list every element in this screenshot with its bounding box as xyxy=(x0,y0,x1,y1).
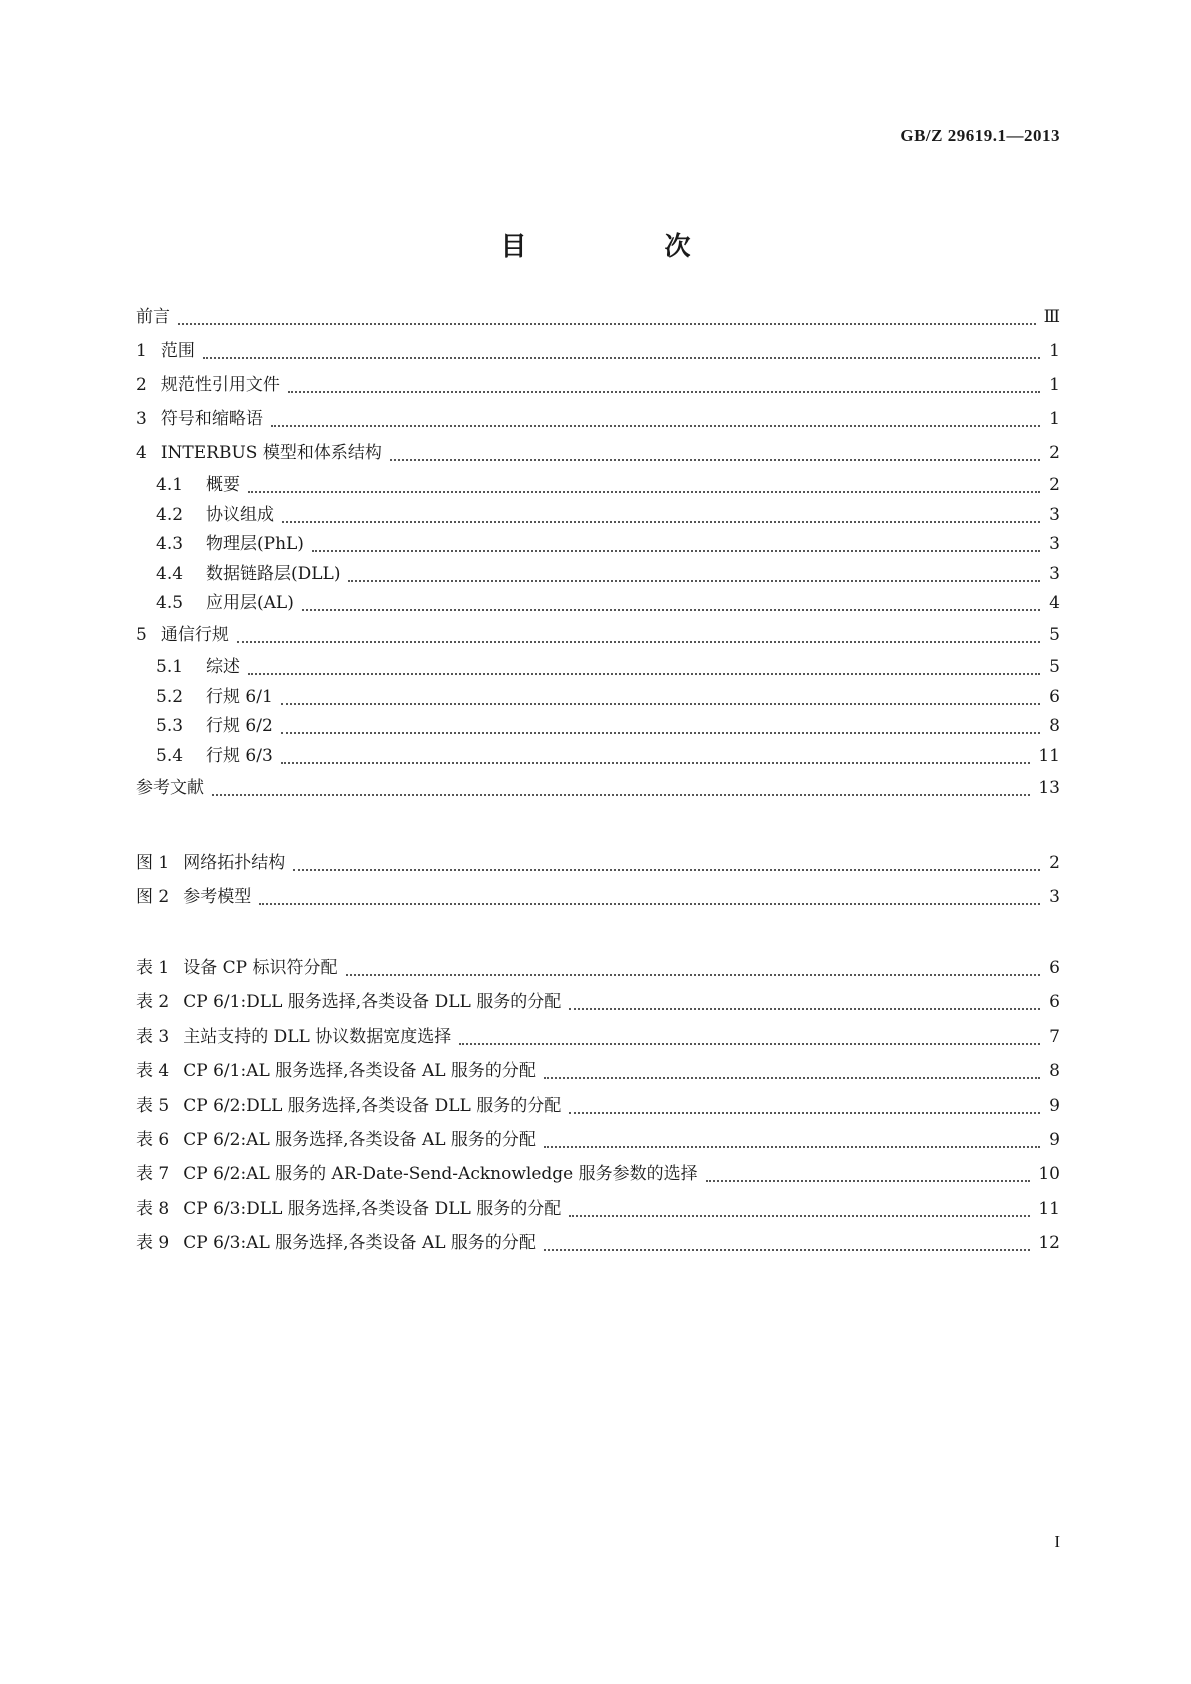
toc-entry[interactable] xyxy=(136,848,1060,878)
toc-entry-page: 2 xyxy=(1049,853,1060,873)
dot-leader xyxy=(259,902,1040,905)
toc-entry-number: 图 1 xyxy=(136,853,170,873)
toc-entry-number: 表 8 xyxy=(136,1199,170,1219)
toc-entry-label: 参考文献 xyxy=(136,778,204,798)
dot-leader xyxy=(569,1111,1040,1114)
toc-entry-label: 参考模型 xyxy=(183,887,252,907)
dot-leader xyxy=(544,1248,1030,1251)
dot-leader xyxy=(302,608,1040,611)
toc-entry-label: 概要 xyxy=(206,475,240,495)
dot-leader xyxy=(706,1179,1031,1182)
toc-entry[interactable] xyxy=(136,1056,1060,1086)
toc-entry-number: 4.5 xyxy=(156,593,184,613)
toc-entry-page: 9 xyxy=(1049,1130,1060,1150)
toc-entry[interactable] xyxy=(136,559,1060,589)
toc-entry-page: 11 xyxy=(1038,1199,1060,1219)
dot-leader xyxy=(178,322,1036,325)
dot-leader xyxy=(281,702,1040,705)
toc-entry-page: 3 xyxy=(1049,564,1060,584)
dot-leader xyxy=(212,793,1030,796)
toc-entry-number: 5.2 xyxy=(156,687,184,707)
dot-leader xyxy=(544,1145,1040,1148)
toc-entry-label: 行规 6/3 xyxy=(206,746,273,766)
toc-entry[interactable] xyxy=(136,302,1060,332)
toc-entry[interactable] xyxy=(136,336,1060,366)
toc-entry-label: 行规 6/1 xyxy=(206,687,273,707)
toc-entry[interactable] xyxy=(136,1228,1060,1258)
dot-leader xyxy=(237,640,1040,643)
toc-entry-number: 2 xyxy=(136,375,147,395)
toc-entry-number: 5.4 xyxy=(156,746,184,766)
toc-entry-number: 表 6 xyxy=(136,1130,170,1150)
toc-entry[interactable] xyxy=(136,882,1060,912)
toc-entry-number: 表 7 xyxy=(136,1164,170,1184)
toc-entry[interactable] xyxy=(136,404,1060,434)
toc-entry-label: 符号和缩略语 xyxy=(160,409,263,429)
toc-entry[interactable] xyxy=(136,682,1060,712)
toc-entry-number: 表 1 xyxy=(136,958,170,978)
dot-leader xyxy=(248,672,1040,675)
toc-entry-number: 5.1 xyxy=(156,657,184,677)
dot-leader xyxy=(390,458,1040,461)
page-title: 目 次 xyxy=(500,232,747,262)
toc-entry-number: 5.3 xyxy=(156,716,184,736)
toc-entry-label: CP 6/3:AL 服务选择,各类设备 AL 服务的分配 xyxy=(183,1233,536,1253)
toc-entry-page: 8 xyxy=(1049,1061,1060,1081)
toc-entry-label: 行规 6/2 xyxy=(206,716,273,736)
toc-entry-label: CP 6/1:DLL 服务选择,各类设备 DLL 服务的分配 xyxy=(183,992,562,1012)
toc-entry-page: 4 xyxy=(1049,593,1060,613)
toc-entry-number: 3 xyxy=(136,409,147,429)
toc-entry-page: 6 xyxy=(1049,687,1060,707)
toc-entry-number: 4 xyxy=(136,443,147,463)
dot-leader xyxy=(281,761,1031,764)
toc-entry-page: 3 xyxy=(1049,887,1060,907)
dot-leader xyxy=(271,424,1040,427)
toc-entry[interactable] xyxy=(136,953,1060,983)
toc-entry-page: 7 xyxy=(1049,1027,1060,1047)
dot-leader xyxy=(569,1214,1030,1217)
toc-entry-number: 表 4 xyxy=(136,1061,170,1081)
dot-leader xyxy=(248,490,1040,493)
toc-entry-label: 数据链路层(DLL) xyxy=(206,564,341,584)
toc-entry-label: 主站支持的 DLL 协议数据宽度选择 xyxy=(183,1027,452,1047)
dot-leader xyxy=(348,579,1040,582)
toc-entry-page: 5 xyxy=(1049,625,1060,645)
toc-entry-label: 规范性引用文件 xyxy=(160,375,280,395)
toc-entry-page: 2 xyxy=(1049,475,1060,495)
dot-leader xyxy=(459,1042,1040,1045)
dot-leader xyxy=(203,356,1040,359)
toc-entry-page: 2 xyxy=(1049,443,1060,463)
toc-entry[interactable] xyxy=(136,711,1060,741)
toc-entry-label: CP 6/1:AL 服务选择,各类设备 AL 服务的分配 xyxy=(183,1061,536,1081)
toc-entry-label: 网络拓扑结构 xyxy=(183,853,286,873)
dot-leader xyxy=(544,1076,1040,1079)
dot-leader xyxy=(569,1007,1040,1010)
toc-entry-number: 表 3 xyxy=(136,1027,170,1047)
toc-entry[interactable] xyxy=(136,620,1060,650)
toc-entry[interactable] xyxy=(136,470,1060,500)
toc-entry-number: 4.3 xyxy=(156,534,184,554)
toc-entry[interactable] xyxy=(136,1194,1060,1224)
toc-entry-page: 8 xyxy=(1049,716,1060,736)
toc-entry-label: 协议组成 xyxy=(206,505,274,525)
toc-entry-label: 设备 CP 标识符分配 xyxy=(183,958,338,978)
dot-leader xyxy=(282,520,1040,523)
toc-entry-label: 综述 xyxy=(206,657,240,677)
toc-entry-page: 3 xyxy=(1049,534,1060,554)
toc-entry-page: 1 xyxy=(1049,375,1060,395)
toc-entry-page: 1 xyxy=(1049,409,1060,429)
toc-entry-label: INTERBUS 模型和体系结构 xyxy=(160,443,382,463)
toc-entry-page: 6 xyxy=(1049,958,1060,978)
toc-entry-label: CP 6/2:AL 服务的 AR-Date-Send-Acknowledge 服务参数的选择 xyxy=(183,1164,698,1184)
toc-entry[interactable] xyxy=(136,773,1060,803)
toc-entry-label: CP 6/2:AL 服务选择,各类设备 AL 服务的分配 xyxy=(183,1130,536,1150)
toc-entry-label: 应用层(AL) xyxy=(206,593,294,613)
toc-entry-label: 范围 xyxy=(160,341,195,361)
toc-entry-page: Ⅲ xyxy=(1043,307,1060,327)
dot-leader xyxy=(288,390,1040,393)
toc-entry-number: 4.4 xyxy=(156,564,184,584)
toc-entry[interactable] xyxy=(136,1159,1060,1189)
toc-entry[interactable] xyxy=(136,588,1060,618)
dot-leader xyxy=(346,973,1041,976)
toc-entry[interactable] xyxy=(136,438,1060,468)
toc-entry-label: 物理层(PhL) xyxy=(206,534,304,554)
toc-entry-number: 图 2 xyxy=(136,887,170,907)
toc-entry-page: 6 xyxy=(1049,992,1060,1012)
dot-leader xyxy=(293,868,1040,871)
toc-entry-number: 表 2 xyxy=(136,992,170,1012)
toc-entry[interactable] xyxy=(136,1091,1060,1121)
toc-entry-number: 表 9 xyxy=(136,1233,170,1253)
toc-entry[interactable] xyxy=(136,529,1060,559)
document-code: GB/Z 29619.1—2013 xyxy=(900,126,1060,145)
toc-entry-number: 4.1 xyxy=(156,475,184,495)
toc-entry-page: 11 xyxy=(1038,746,1060,766)
toc-entry-number: 5 xyxy=(136,625,147,645)
toc-entry-number: 4.2 xyxy=(156,505,184,525)
toc-entry-page: 10 xyxy=(1038,1164,1060,1184)
toc-entry-page: 1 xyxy=(1049,341,1060,361)
toc-entry[interactable] xyxy=(136,370,1060,400)
toc-entry[interactable] xyxy=(136,652,1060,682)
toc-entry-number: 1 xyxy=(136,341,147,361)
toc-entry[interactable] xyxy=(136,987,1060,1017)
toc-entry-label: 通信行规 xyxy=(160,625,229,645)
toc-entry[interactable] xyxy=(136,1022,1060,1052)
toc-entry[interactable] xyxy=(136,741,1060,771)
toc-entry-label: 前言 xyxy=(136,307,170,327)
dot-leader xyxy=(312,549,1040,552)
toc-entry[interactable] xyxy=(136,1125,1060,1155)
toc-entry-number: 表 5 xyxy=(136,1096,170,1116)
toc-entry-page: 13 xyxy=(1038,778,1060,798)
dot-leader xyxy=(281,731,1040,734)
page-folio: I xyxy=(1054,1532,1060,1551)
toc-entry-label: CP 6/2:DLL 服务选择,各类设备 DLL 服务的分配 xyxy=(183,1096,562,1116)
toc-entry-page: 12 xyxy=(1038,1233,1060,1253)
toc-entry-page: 9 xyxy=(1049,1096,1060,1116)
toc-entry-page: 5 xyxy=(1049,657,1060,677)
toc-entry[interactable] xyxy=(136,500,1060,530)
toc-entry-page: 3 xyxy=(1049,505,1060,525)
toc-entry-label: CP 6/3:DLL 服务选择,各类设备 DLL 服务的分配 xyxy=(183,1199,562,1219)
